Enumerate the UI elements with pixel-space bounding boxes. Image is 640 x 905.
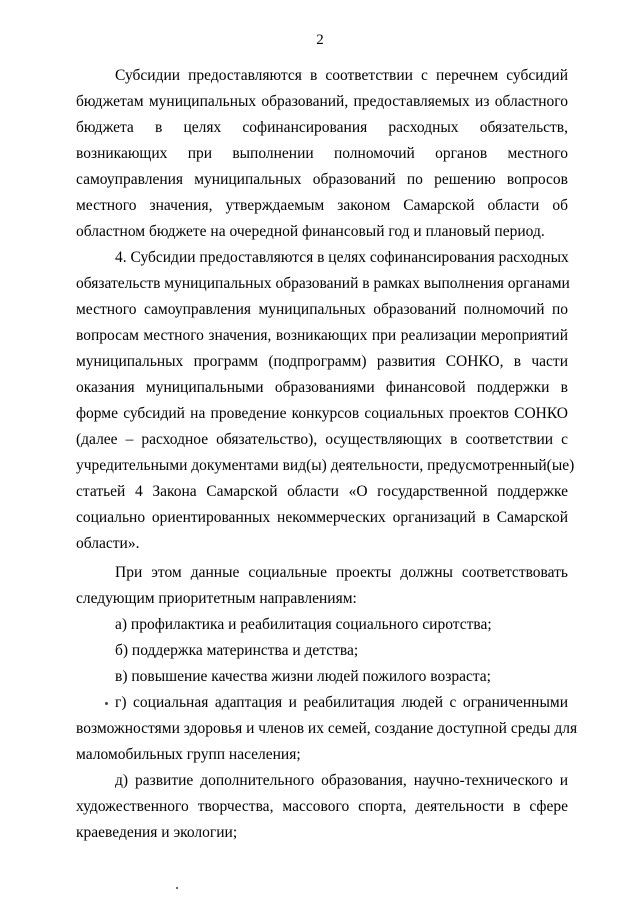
text-line: Субсидии предоставляются в соответствии с перечнем субсидий bbox=[115, 67, 568, 84]
text-line: форме субсидий на проведение конкурсов социальных проектов СОНКО bbox=[76, 405, 568, 422]
text-line: области». bbox=[76, 535, 140, 552]
text-line: возможностями здоровья и членов их семей, создание доступной среды для bbox=[76, 720, 578, 737]
text-line: местного самоуправления муниципальных образований полномочий по bbox=[76, 301, 568, 318]
page-number: 2 bbox=[316, 32, 324, 48]
text-line: 4. Субсидии предоставляются в целях софинансирования расходных bbox=[115, 249, 569, 266]
scan-speck bbox=[105, 702, 108, 705]
list-item: б) поддержка материнства и детства; bbox=[115, 642, 359, 659]
list-item: в) повышение качества жизни людей пожилого возраста; bbox=[115, 668, 491, 685]
text-line: бюджета в целях софинансирования расходных обязательств, bbox=[76, 119, 568, 136]
text-line: областном бюджете на очередной финансовый год и плановый период. bbox=[76, 223, 545, 240]
text-line: самоуправления муниципальных образований по решению вопросов bbox=[76, 171, 568, 188]
text-line: учредительными документами вид(ы) деятельности, предусмотренный(ые) bbox=[76, 457, 575, 474]
scan-speck bbox=[176, 887, 178, 889]
text-line: оказания муниципальными образованиями финансовой поддержки в bbox=[76, 379, 568, 396]
text-line: муниципальных программ (подпрограмм) развития СОНКО, в части bbox=[76, 353, 568, 370]
text-line: бюджетам муниципальных образований, предоставляемых из областного bbox=[76, 93, 568, 110]
text-line: социально ориентированных некоммерческих организаций в Самарской bbox=[76, 509, 568, 526]
list-item: а) профилактика и реабилитация социального сиротства; bbox=[115, 616, 492, 633]
list-item: д) развитие дополнительного образования, научно-технического и bbox=[115, 772, 568, 789]
list-item: г) социальная адаптация и реабилитация людей с ограниченными bbox=[115, 694, 568, 711]
text-line: вопросам местного значения, возникающих при реализации мероприятий bbox=[76, 327, 568, 344]
text-line: краеведения и экологии; bbox=[76, 824, 238, 841]
text-line: обязательств муниципальных образований в рамках выполнения органами bbox=[76, 275, 570, 292]
text-line: (далее – расходное обязательство), осуществляющих в соответствии с bbox=[76, 431, 568, 448]
text-line: местного значения, утверждаемым законом Самарской области об bbox=[76, 197, 568, 214]
text-line: При этом данные социальные проекты должны соответствовать bbox=[115, 564, 568, 581]
text-line: художественного творчества, массового спорта, деятельности в сфере bbox=[76, 798, 568, 815]
text-line: возникающих при выполнении полномочий органов местного bbox=[76, 145, 568, 162]
text-line: следующим приоритетным направлениям: bbox=[76, 590, 357, 607]
text-line: маломобильных групп населения; bbox=[76, 746, 301, 763]
text-line: статьей 4 Закона Самарской области «О государственной поддержке bbox=[76, 483, 568, 500]
